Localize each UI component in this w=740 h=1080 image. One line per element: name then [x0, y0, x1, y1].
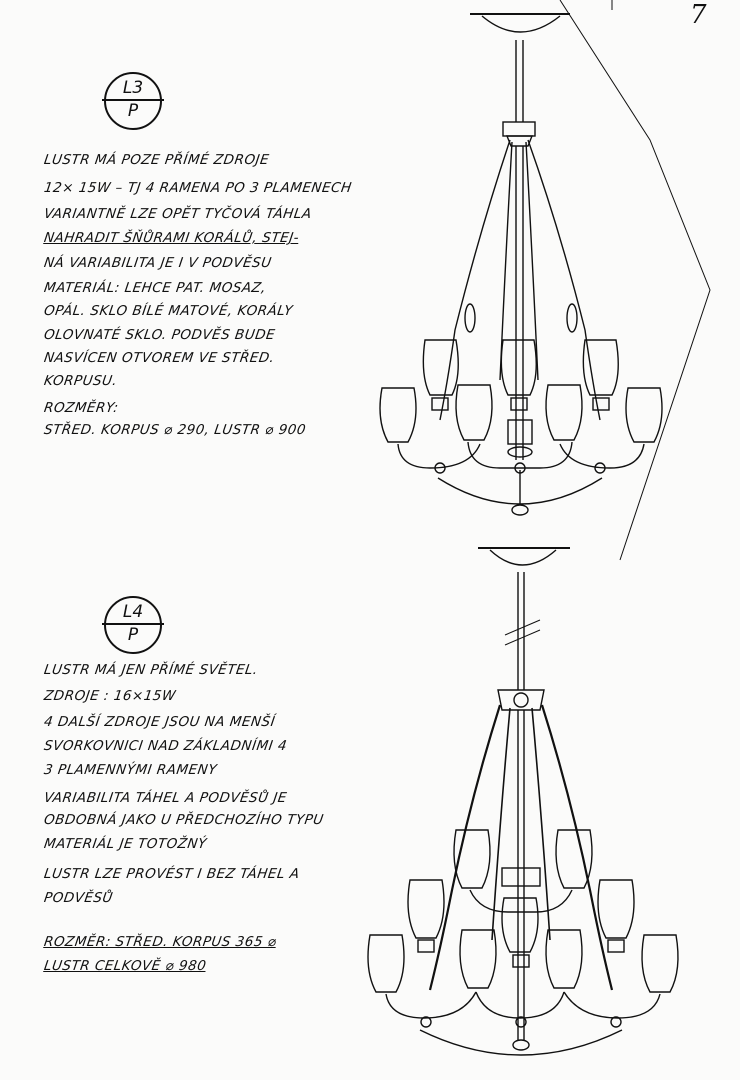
l3-line-6: MATERIÁL: LEHCE PAT. MOSAZ, — [42, 280, 268, 296]
l4-line-7: OBDOBNÁ JAKO U PŘEDCHOZÍHO TYPU — [42, 812, 325, 828]
l3-line-8: OLOVNATÉ SKLO. PODVĚS BUDE — [42, 327, 277, 343]
l4-line-2: ZDROJE : 16×15W — [42, 688, 177, 704]
l3-line-4: NAHRADIT ŠŇŮRAMI KORÁLŮ, STEJ- — [42, 230, 301, 246]
l4-line-3: 4 DALŠÍ ZDROJE JSOU NA MENŠÍ — [42, 714, 277, 730]
badge-l4-code: L4 — [122, 602, 144, 622]
l4-line-11: ROZMĚR: STŘED. KORPUS 365 ⌀ — [42, 934, 278, 950]
l3-line-12: STŘED. KORPUS ⌀ 290, LUSTR ⌀ 900 — [42, 422, 308, 438]
l3-line-7: OPÁL. SKLO BÍLÉ MATOVÉ, KORÁLY — [42, 303, 294, 319]
l3-line-11: ROZMĚRY: — [42, 400, 120, 416]
badge-l3-code: L3 — [122, 78, 144, 98]
badge-l3-letter: P — [127, 101, 139, 121]
l3-line-10: KORPUSU. — [42, 373, 119, 389]
l4-line-4: SVORKOVNICI NAD ZÁKLADNÍMI 4 — [42, 738, 289, 754]
l4-line-10: PODVĚSŮ — [42, 890, 115, 906]
l4-line-9: LUSTR LZE PROVÉST I BEZ TÁHEL A — [42, 866, 301, 882]
chandelier-l3-drawing — [380, 14, 662, 515]
l3-line-1: LUSTR MÁ POZE PŘÍMÉ ZDROJE — [42, 152, 271, 168]
l3-line-3: VARIANTNĚ LZE OPĚT TYČOVÁ TÁHLA — [42, 206, 313, 222]
page-number: 7 — [690, 0, 707, 30]
chandelier-l4-drawing — [368, 548, 678, 1055]
l4-line-6: VARIABILITA TÁHEL A PODVĚSŮ JE — [42, 790, 288, 806]
badge-l4-letter: P — [127, 625, 139, 645]
l4-line-8: MATERIÁL JE TOTOŽNÝ — [42, 836, 208, 852]
l3-line-2: 12× 15W – TJ 4 RAMENA PO 3 PLAMENECH — [42, 180, 353, 196]
l3-line-5: NÁ VARIABILITA JE I V PODVĚSU — [42, 255, 273, 271]
l4-line-12: LUSTR CELKOVĚ ⌀ 980 — [42, 958, 208, 974]
l3-line-9: NASVÍCEN OTVOREM VE STŘED. — [42, 350, 276, 366]
l4-line-5: 3 PLAMENNÝMI RAMENY — [42, 762, 219, 778]
l4-line-1: LUSTR MÁ JEN PŘÍMÉ SVĚTEL. — [42, 662, 259, 678]
